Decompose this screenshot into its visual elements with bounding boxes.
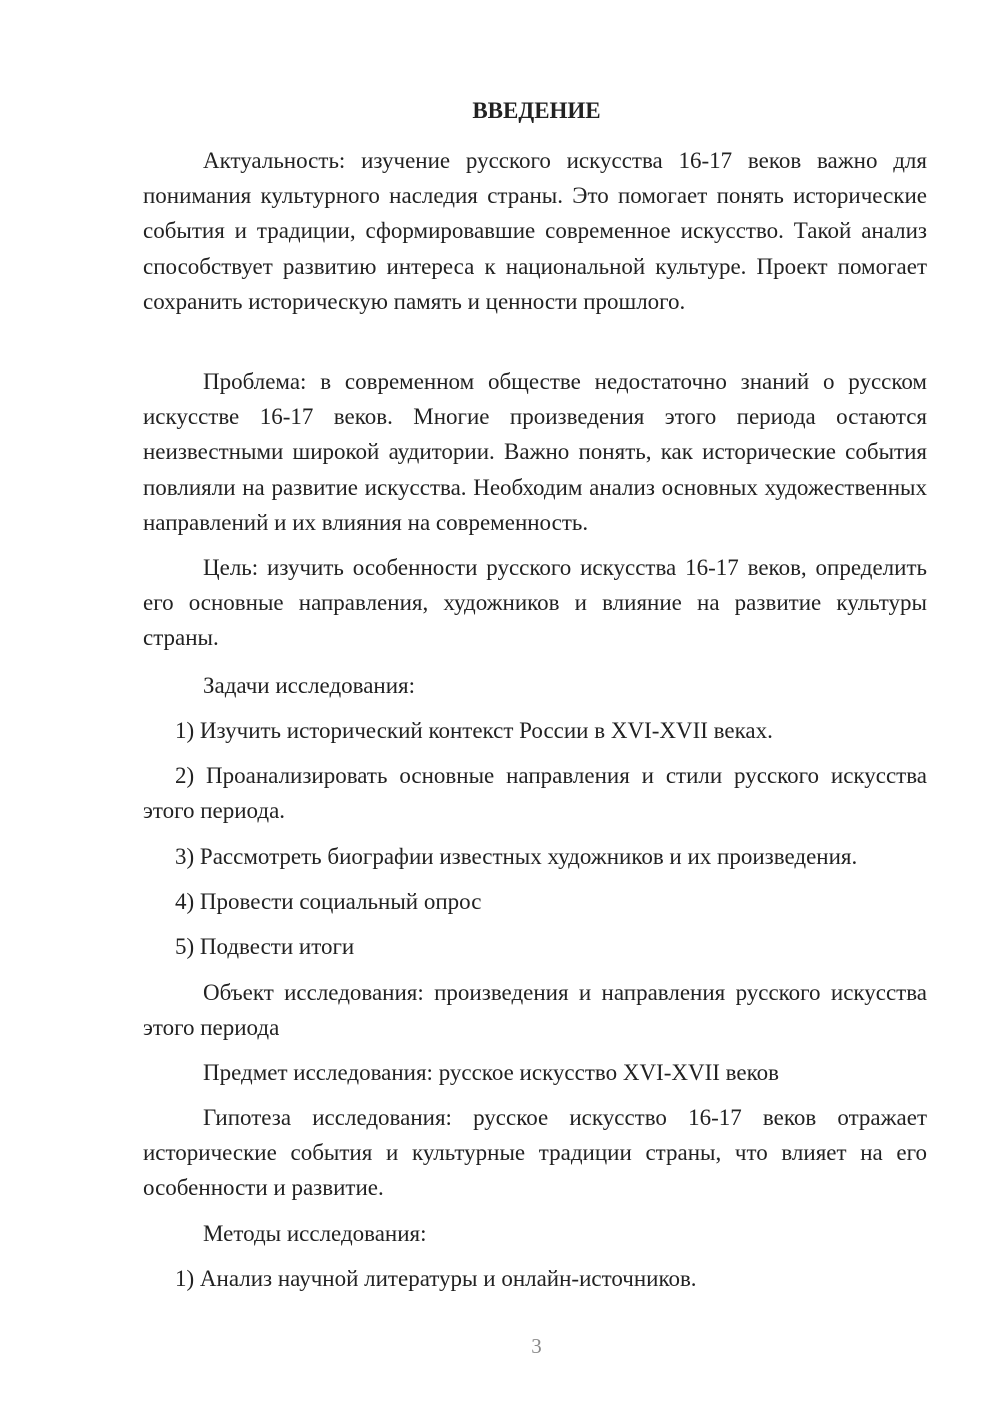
methods-heading: Методы исследования:	[203, 1221, 427, 1246]
tasks-heading: Задачи исследования:	[203, 673, 416, 698]
paragraph-problem: Проблема: в современном обществе недостаточно знаний о русском искусстве 16-17 веков. Многие произведения этого периода остаются неизвестными широкой аудитории. Важно понять, как исторические события повлияли на развитие искусства. Необходим анализ основных художественных направлений и их влияния на современность.	[143, 369, 927, 535]
paragraph-relevance: Актуальность: изучение русского искусства 16-17 веков важно для понимания культурного наследия страны. Это помогает понять исторические события и традиции, сформировавшие современное искусство. Такой анализ способствует развитию интереса к национальной культуре. Проект помогает сохранить историческую память и ценности прошлого.	[143, 148, 927, 314]
task-item-1: 1) Изучить исторический контекст России в XVI-XVII веках.	[175, 718, 773, 743]
paragraph-subject: Предмет исследования: русское искусство XVI-XVII веков	[203, 1060, 779, 1085]
task-item-2: 2) Проанализировать основные направления и стили русского искусства этого периода.	[143, 763, 927, 824]
page-number: 3	[531, 1334, 542, 1358]
paragraph-goal: Цель: изучить особенности русского искусства 16-17 веков, определить его основные направления, художников и влияние на развитие культуры страны.	[143, 555, 927, 651]
task-item-3: 3) Рассмотреть биографии известных художников и их произведения.	[175, 844, 858, 869]
task-item-4: 4) Провести социальный опрос	[175, 889, 482, 914]
section-title: ВВЕДЕНИЕ	[472, 98, 601, 123]
paragraph-hypothesis: Гипотеза исследования: русское искусство 16-17 веков отражает исторические события и культурные традиции страны, что влияет на его особенности и развитие.	[143, 1105, 927, 1201]
method-item-1: 1) Анализ научной литературы и онлайн-источников.	[175, 1266, 697, 1291]
task-item-5: 5) Подвести итоги	[175, 934, 355, 959]
paragraph-object: Объект исследования: произведения и направления русского искусства этого периода	[143, 980, 927, 1041]
